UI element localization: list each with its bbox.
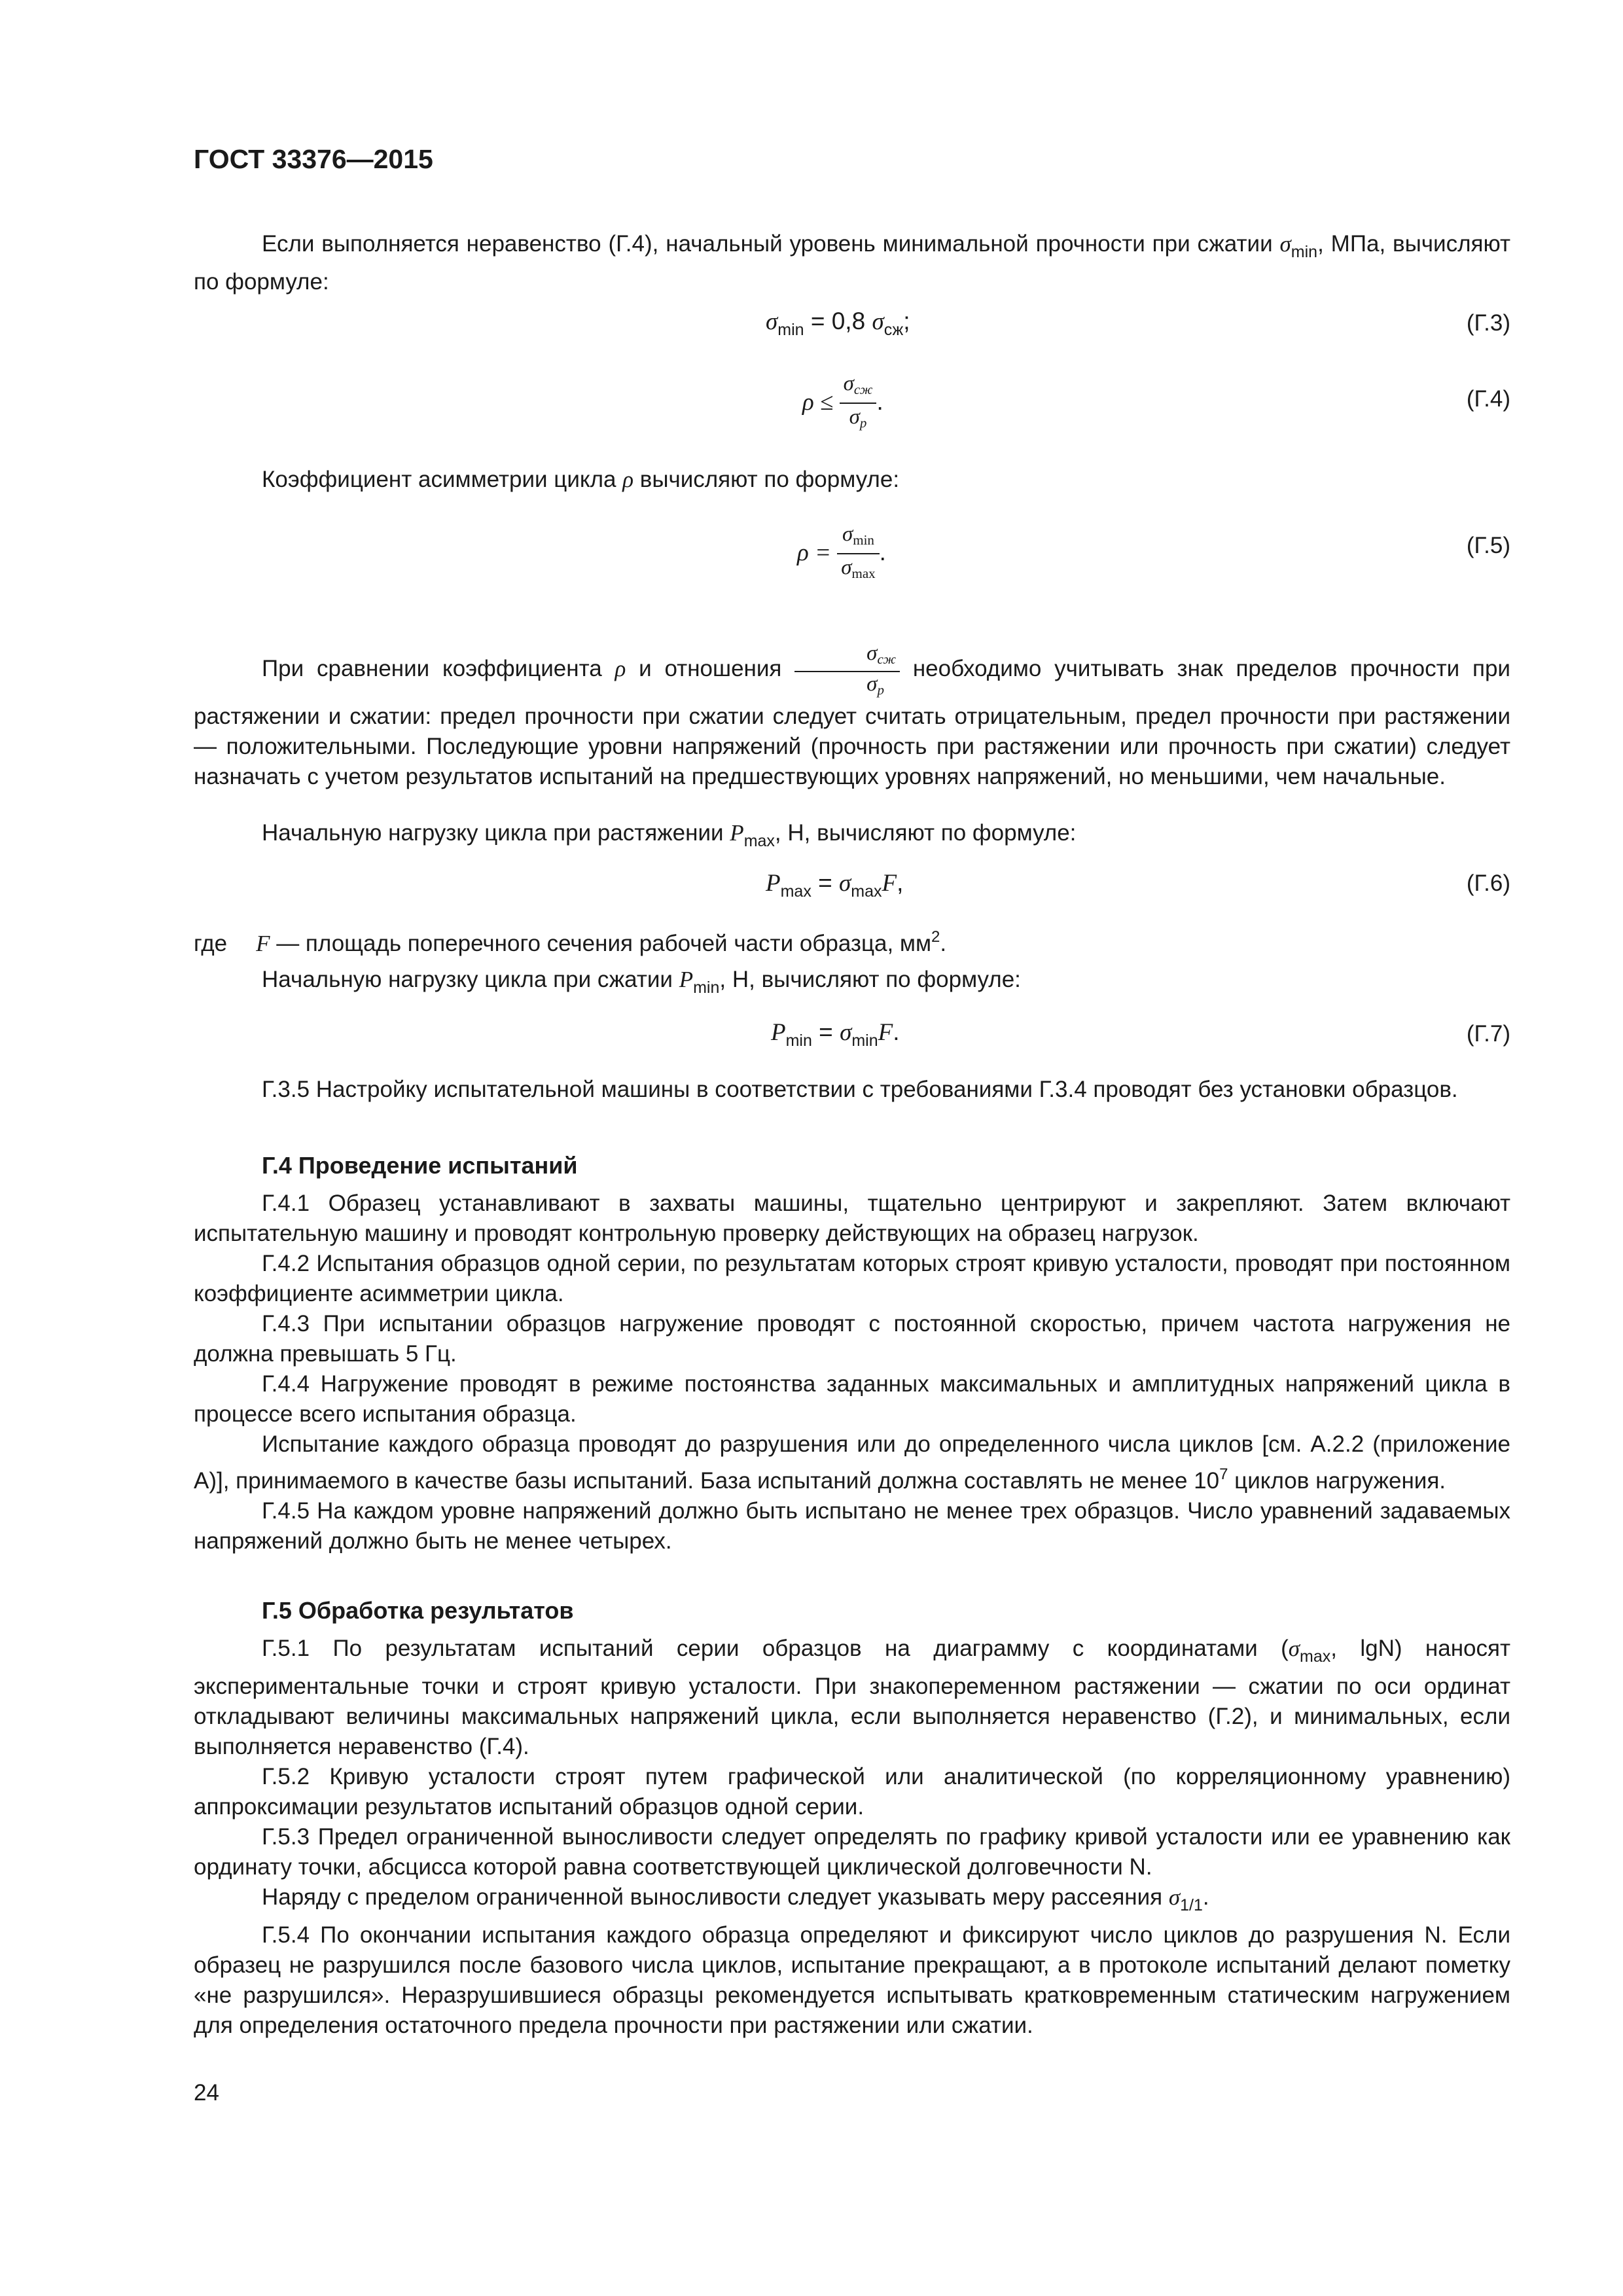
intro-paragraph: Если выполняется неравенство (Г.4), начальный уровень минимальной прочности при сжатии $\sigma_{min}$, МПа, вычисляют по формуле:: [194, 231, 1510, 295]
pmax-paragraph: Начальную нагрузку цикла при растяжении $P_{max}$, Н, вычисляют по формуле:: [262, 820, 1077, 850]
equation-g4-number: (Г.4): [1466, 386, 1510, 412]
equation-g7: $P_{min} = \sigma_{min}F$.: [771, 1018, 900, 1050]
clause-g4-4: Г.4.4 Нагружение проводят в режиме постоянства заданных максимальных и амплитудных напряжений цикла в процессе всего испытания образца.: [194, 1371, 1510, 1427]
clause-g5-3: Г.5.3 Предел ограниченной выносливости следует определять по графику кривой усталости или ее уравнению как ординату точки, абсцисса которой равна соответствующей циклической долговечности N.: [194, 1824, 1510, 1880]
equation-g5-number: (Г.5): [1466, 533, 1510, 558]
section-g4-body: [194, 1189, 1510, 1556]
equation-g3-number: (Г.3): [1466, 310, 1510, 336]
clause-g5-4: Г.5.4 По окончании испытания каждого образца определяют и фиксируют число циклов до разрушения N. Если образец не разрушился после базового числа циклов, испытание прекращают, а в протоколе испытаний делают пометку «не разрушился». Неразрушившиеся образцы рекомендуется испытывать кратковременным статическим нагружением для определения остаточного предела прочности при растяжении или сжатии.: [194, 1922, 1510, 2038]
equation-g3: $\sigma_{min} = 0,8$ $\sigma_{сж}$;: [766, 308, 910, 339]
section-g5-body: [194, 1634, 1510, 2041]
pmin-paragraph: Начальную нагрузку цикла при сжатии $P_{min}$, Н, вычисляют по формуле:: [262, 967, 1021, 997]
where-line: где F — площадь поперечного сечения рабочей части образца, $мм^2$.: [194, 928, 947, 956]
document-code-header: ГОСТ 33376—2015: [194, 144, 433, 174]
fraction: $\frac{\text{σсж}}{\sigma p}$: [840, 370, 877, 436]
compare-paragraph: При сравнении коэффициента ρ и отношения $\frac{\text{σсж}}{\sigma p}$ необходимо учитывать знак пределов прочности при растяжении и сжатии: предел прочности при сжатии следует считать отрицательным, предел прочности при растяжении — положительными. Последующие уровни напряжений (прочность при растяжении или прочность при сжатии) следует назначать с учетом результатов испытаний на предшествующих уровнях напряжений, но меньшими, чем начальные.: [194, 641, 1510, 789]
section-g5-title: Г.5 Обработка результатов: [262, 1597, 574, 1624]
fraction: $\frac{\sigma\min}{\sigma\max}$: [837, 521, 879, 586]
clause-g4-1: Г.4.1 Образец устанавливают в захваты машины, тщательно центрируют и закрепляют. Затем включают испытательную машину и проводят контрольную проверку действующих на образец нагрузок.: [194, 1191, 1510, 1246]
equation-g5: ρ = $\frac{\sigma\min}{\sigma\max}$ .: [797, 521, 886, 586]
clause-g4-2: Г.4.2 Испытания образцов одной серии, по результатам которых строят кривую усталости, проводят при постоянном коэффициенте асимметрии цикла.: [194, 1251, 1510, 1306]
equation-g4: ρ ≤ $\frac{\text{σсж}}{\sigma p}$ .: [802, 370, 883, 436]
clause-g3-5: Г.3.5 Настройку испытательной машины в соответствии с требованиями Г.3.4 проводят без установки образцов.: [262, 1077, 1458, 1102]
fraction: $\frac{\text{σсж}}{\sigma p}$: [794, 641, 900, 702]
clause-g4-4-cont: Испытание каждого образца проводят до разрушения или до определенного числа циклов [см. А.2.2 (приложение А)], принимаемого в качестве базы испытаний. База испытаний должна составлять не менее $10^7$ циклов нагружения.: [194, 1431, 1510, 1494]
page-number: 24: [194, 2080, 219, 2106]
clause-g5-2: Г.5.2 Кривую усталости строят путем графической или аналитической (по корреляционному уравнению) аппроксимации результатов испытаний образцов одной серии.: [194, 1764, 1510, 1820]
equation-g6: $P_{max} = \sigma_{max}F$,: [766, 869, 904, 901]
equation-g6-number: (Г.6): [1466, 870, 1510, 896]
clause-g5-3-cont: Наряду с пределом ограниченной выносливости следует указывать меру рассеяния $\sigma_{1/1}$.: [262, 1884, 1209, 1914]
clause-g4-5: Г.4.5 На каждом уровне напряжений должно быть испытано не менее трех образцов. Число уравнений задаваемых напряжений должно быть не менее четырех.: [194, 1498, 1510, 1554]
clause-g5-1: Г.5.1 По результатам испытаний серии образцов на диаграмму с координатами ($\sigma_{max}$, lgN) наносят экспериментальные точки и строят кривую усталости. При знакопеременном растяжении — сжатии по оси ординат откладывают величины максимальных напряжений цикла, если выполняется неравенство (Г.2), и минимальных, если выполняется неравенство (Г.4).: [194, 1636, 1510, 1759]
equation-g7-number: (Г.7): [1466, 1021, 1510, 1047]
asymmetry-paragraph: Коэффициент асимметрии цикла ρ вычисляют по формуле:: [262, 467, 900, 492]
section-g4-title: Г.4 Проведение испытаний: [262, 1152, 578, 1179]
clause-g4-3: Г.4.3 При испытании образцов нагружение проводят с постоянной скоростью, причем частота нагружения не должна превышать 5 Гц.: [194, 1311, 1510, 1367]
